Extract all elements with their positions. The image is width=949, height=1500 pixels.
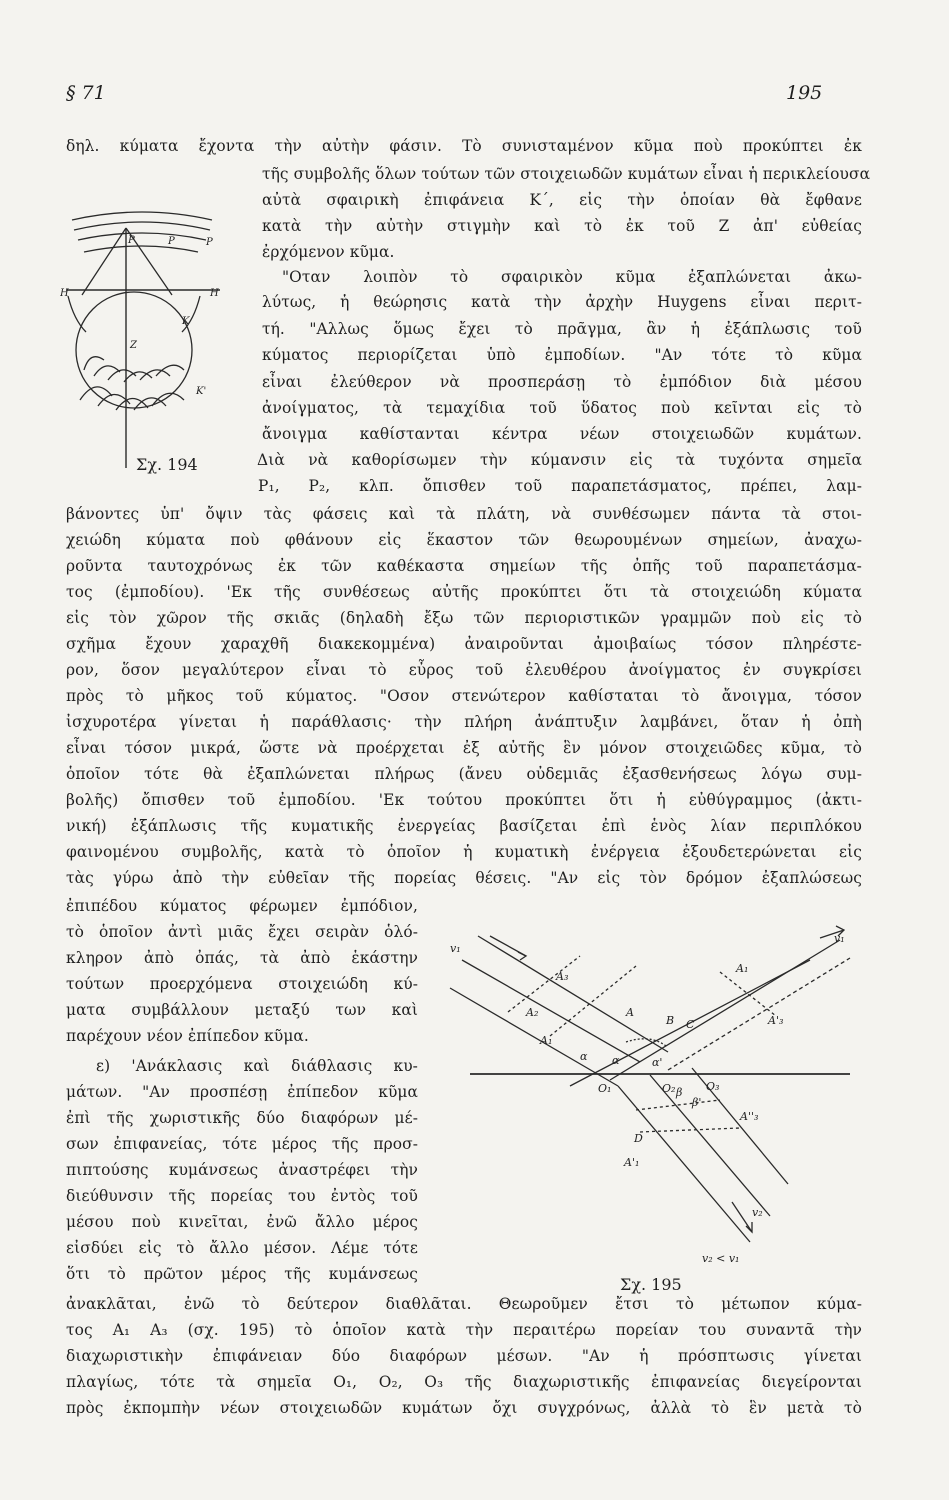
text-line: παρέχουν νέον ἐπίπεδον κῦμα. — [66, 1027, 309, 1045]
label-A1-prime: A'₁ — [624, 1156, 640, 1169]
figure-194-caption: Σχ. 194 — [136, 455, 198, 474]
text-line: ροῦντα ταυτοχρόνως ἐκ τῶν καθέκαστα σημείων τῆς ὀπῆς τοῦ παραπετάσμα- — [66, 557, 862, 575]
text-line: ἐπὶ τῆς χωριστικῆς δύο διαφόρων μέ- — [66, 1109, 418, 1127]
label-beta: β — [676, 1086, 683, 1099]
label-B: B — [666, 1014, 675, 1027]
label-P2: P — [168, 236, 175, 247]
text-line: βολῆς) ὄπισθεν τοῦ ἐμποδίου. 'Εκ τούτου προκύπτει ὅτι ἡ εὐθύγραμμος (ἀκτι- — [66, 791, 862, 809]
text-line: αὐτὰ σφαιρικὴ ἐπιφάνεια Κ΄, εἰς τὴν ὁποίαν θὰ ἔφθανε — [262, 191, 862, 209]
text-line: ρον, ὅσον μεγαλύτερον εἶναι τὸ εὖρος τοῦ ἐλευθέρου ἀνοίγματος ἐν συγκρίσει — [66, 661, 862, 679]
text-line: τὸ ὁποῖον ἀντὶ μιᾶς ἔχει σειρὰν ὁλό- — [66, 923, 418, 941]
label-v1-right: v₁ — [834, 932, 845, 945]
text-line: διεύθυνσιν τῆς πορείας του ἐντὸς τοῦ — [66, 1187, 418, 1205]
label-A1: A₁ — [540, 1034, 553, 1047]
text-line: ἀνακλᾶται, ἐνῶ τὸ δεύτερον διαθλᾶται. Θεωροῦμεν ἔτσι τὸ μέτωπον κύμα- — [66, 1295, 862, 1313]
label-P3: P — [206, 237, 213, 248]
label-A3-prime: A'₃ — [768, 1014, 784, 1027]
text-line: νική) ἐξάπλωσις τῆς κυματικῆς ἐνεργείας βασίζεται ἐπὶ ἑνὸς λίαν περιπλόκου — [66, 817, 862, 835]
text-line: εἶναι ἐλεύθερον νὰ προσπεράσῃ τὸ ἐμπόδιον διὰ μέσου — [262, 373, 862, 391]
label-alpha-prime: α' — [652, 1056, 663, 1069]
label-D: D — [634, 1132, 643, 1145]
text-line: ὁποῖον τότε θὰ ἐξαπλώνεται πλήρως (ἄνευ οὐδεμιᾶς ἐξασθενήσεως λόγω συμ- — [66, 765, 862, 783]
text-line: δηλ. κύματα ἔχοντα τὴν αὐτὴν φάσιν. Τὸ συνισταμένον κῦμα ποὺ προκύπτει ἐκ — [66, 137, 862, 155]
text-line: διαχωριστικὴν ἐπιφάνειαν δύο διαφόρων μέσων. "Αν ἡ πρόσπτωσις γίνεται — [66, 1347, 862, 1365]
text-line: μάτων. "Αν προσπέσῃ ἐπίπεδον κῦμα — [66, 1083, 418, 1101]
section-number: § 71 — [66, 82, 106, 104]
label-alpha-2: α — [612, 1054, 620, 1067]
text-line: τος (ἐμποδίου). 'Εκ τῆς συνθέσεως αὐτῆς προκύπτει ὅτι τὰ στοιχειώδη κύματα — [66, 583, 862, 601]
label-v1-left: v₁ — [450, 942, 461, 955]
subsection-heading: ε) 'Ανάκλασις καὶ διάθλασις κυ- — [96, 1057, 418, 1075]
text-line: βάνοντες ὑπ' ὄψιν τὰς φάσεις καὶ τὰ πλάτη, νὰ συνθέσωμεν πάντα τὰ στοι- — [66, 505, 862, 523]
text-line: τὰς γύρω ἀπὸ τὴν εὐθεῖαν τῆς πορείας θέσεις. "Αν εἰς τὸν δρόμον ἐξαπλώσεως — [66, 869, 862, 887]
text-line: ὅτι τὸ πρῶτον μέρος τῆς κυμάνσεως — [66, 1265, 418, 1283]
label-A3: A₃ — [556, 970, 569, 983]
label-H-left: H — [60, 288, 69, 299]
label-A2: A₂ — [526, 1006, 539, 1019]
text-line: τῆς συμβολῆς ὅλων τούτων τῶν στοιχειωδῶν κυμάτων εἶναι ἡ περικλείουσα — [262, 165, 871, 183]
figure-195 — [440, 920, 860, 1270]
label-v-relation: v₂ < v₁ — [702, 1252, 740, 1265]
label-O3: O₃ — [706, 1080, 720, 1093]
page-number: 195 — [786, 82, 823, 104]
figure-195-caption: Σχ. 195 — [620, 1275, 682, 1294]
label-K: K — [182, 316, 190, 327]
text-line: πρὸς ἐκπομπὴν νέων στοιχειωδῶν κυμάτων ὄχι συγχρόνως, ἀλλὰ τὸ ἓν μετὰ τὸ — [66, 1399, 862, 1417]
text-line: ἐρχόμενον κῦμα. — [262, 243, 395, 261]
text-line: κληρον ἀπὸ ὀπάς, τὰ ἀπὸ ἑκάστην — [66, 949, 418, 967]
text-line: ἰσχυροτέρα γίνεται ἡ παράθλασις· τὴν πλήρη ἀνάπτυξιν λαμβάνει, ὅταν ἡ ὀπὴ — [66, 713, 862, 731]
text-line: ματα συμβάλλουν μεταξύ των καὶ — [66, 1001, 418, 1019]
text-line: τούτων προερχόμενα στοιχειώδη κύ- — [66, 975, 418, 993]
text-line: σχῆμα ἔχουν χαραχθῆ διακεκομμένα) ἀναιροῦνται ἀμοιβαίως τόσον πληρέστε- — [66, 635, 862, 653]
text-line: εἰσδύει εἰς τὸ ἄλλο μέσον. Λέμε τότε — [66, 1239, 418, 1257]
text-line: πλαγίως, τότε τὰ σημεῖα Ο₁, Ο₂, Ο₃ τῆς διαχωριστικῆς ἐπιφανείας διεγείρονται — [66, 1373, 862, 1391]
text-line: ἀνοίγματος, τὰ τεμαχίδια τοῦ ὕδατος ποὺ κεῖνται εἰς τὸ — [262, 399, 862, 417]
label-beta-prime: β' — [692, 1096, 702, 1109]
text-line: κατὰ τὴν αὐτὴν στιγμὴν καὶ τὸ ἐκ τοῦ Ζ ἀπ' εὐθείας — [262, 217, 862, 235]
label-P1: P — [128, 235, 135, 246]
label-Z: Z — [130, 340, 137, 351]
label-A: A — [626, 1006, 634, 1019]
text-line: "Οταν λοιπὸν τὸ σφαιρικὸν κῦμα ἐξαπλώνεται ἀκω- — [282, 268, 862, 286]
text-line: λύτως, ἡ θεώρησις κατὰ τὴν ἀρχὴν Huygens εἶναι περιτ- — [262, 293, 862, 311]
label-K-prime: K' — [196, 386, 207, 397]
text-line: τή. "Αλλως ὅμως ἔχει τὸ πρᾶγμα, ἂν ἡ ἐξάπλωσις τοῦ — [262, 320, 862, 338]
label-O1: O₁ — [598, 1082, 612, 1095]
text-line: εἶναι τόσον μικρά, ὥστε νὰ προέρχεται ἐξ αὐτῆς ἓν μόνον στοιχειῶδες κῦμα, τὸ — [66, 739, 862, 757]
text-line: φαινομένου συμβολῆς, κατὰ τὸ ὁποῖον ἡ κυματικὴ ἐνέργεια ἐξουδετερώνεται εἰς — [66, 843, 862, 861]
text-line: P₁, P₂, κλπ. ὄπισθεν τοῦ παραπετάσματος, πρέπει, λαμ- — [258, 477, 862, 495]
figure-194 — [60, 200, 250, 480]
text-line: πρὸς τὸ μῆκος τοῦ κύματος. "Οσον στενώτερον καθίσταται τὸ ἄνοιγμα, τόσον — [66, 687, 862, 705]
label-A3-dbl: A''₃ — [740, 1110, 759, 1123]
label-C: C — [686, 1018, 695, 1031]
text-line: πιπτούσης κυμάνσεως ἀναστρέφει τὴν — [66, 1161, 418, 1179]
label-alpha-1: α — [580, 1050, 588, 1063]
text-line: ἐπιπέδου κύματος φέρωμεν ἐμπόδιον, — [66, 897, 418, 915]
text-line: εἰς τὸν χῶρον τῆς σκιᾶς (δηλαδὴ ἔξω τῶν περιοριστικῶν γραμμῶν ποὺ εἰς τὸ — [66, 609, 862, 627]
text-line: τος Α₁ Α₃ (σχ. 195) τὸ ὁποῖον κατὰ τὴν περαιτέρω πορείαν του συναντᾶ τὴν — [66, 1321, 862, 1339]
text-line: Διὰ νὰ καθορίσωμεν τὴν κύμανσιν εἰς τὰ τυχόντα σημεῖα — [257, 451, 862, 469]
label-v2: v₂ — [752, 1206, 763, 1219]
text-line: σων ἐπιφανείας, τότε μέρος τῆς προσ- — [66, 1135, 418, 1153]
label-O2: O₂ — [662, 1082, 676, 1095]
label-H-right: H — [210, 288, 219, 299]
text-line: μέσου ποὺ κινεῖται, ἐνῶ ἄλλο μέρος — [66, 1213, 418, 1231]
text-line: κύματος περιορίζεται ὑπὸ ἐμποδίων. "Αν τότε τὸ κῦμα — [262, 346, 862, 364]
label-A1-top: A₁ — [736, 962, 749, 975]
text-line: ἄνοιγμα καθίστανται κέντρα νέων στοιχειωδῶν κυμάτων. — [262, 425, 862, 443]
text-line: χειώδη κύματα ποὺ φθάνουν εἰς ἕκαστον τῶν θεωρουμένων σημείων, ἀναχω- — [66, 531, 862, 549]
